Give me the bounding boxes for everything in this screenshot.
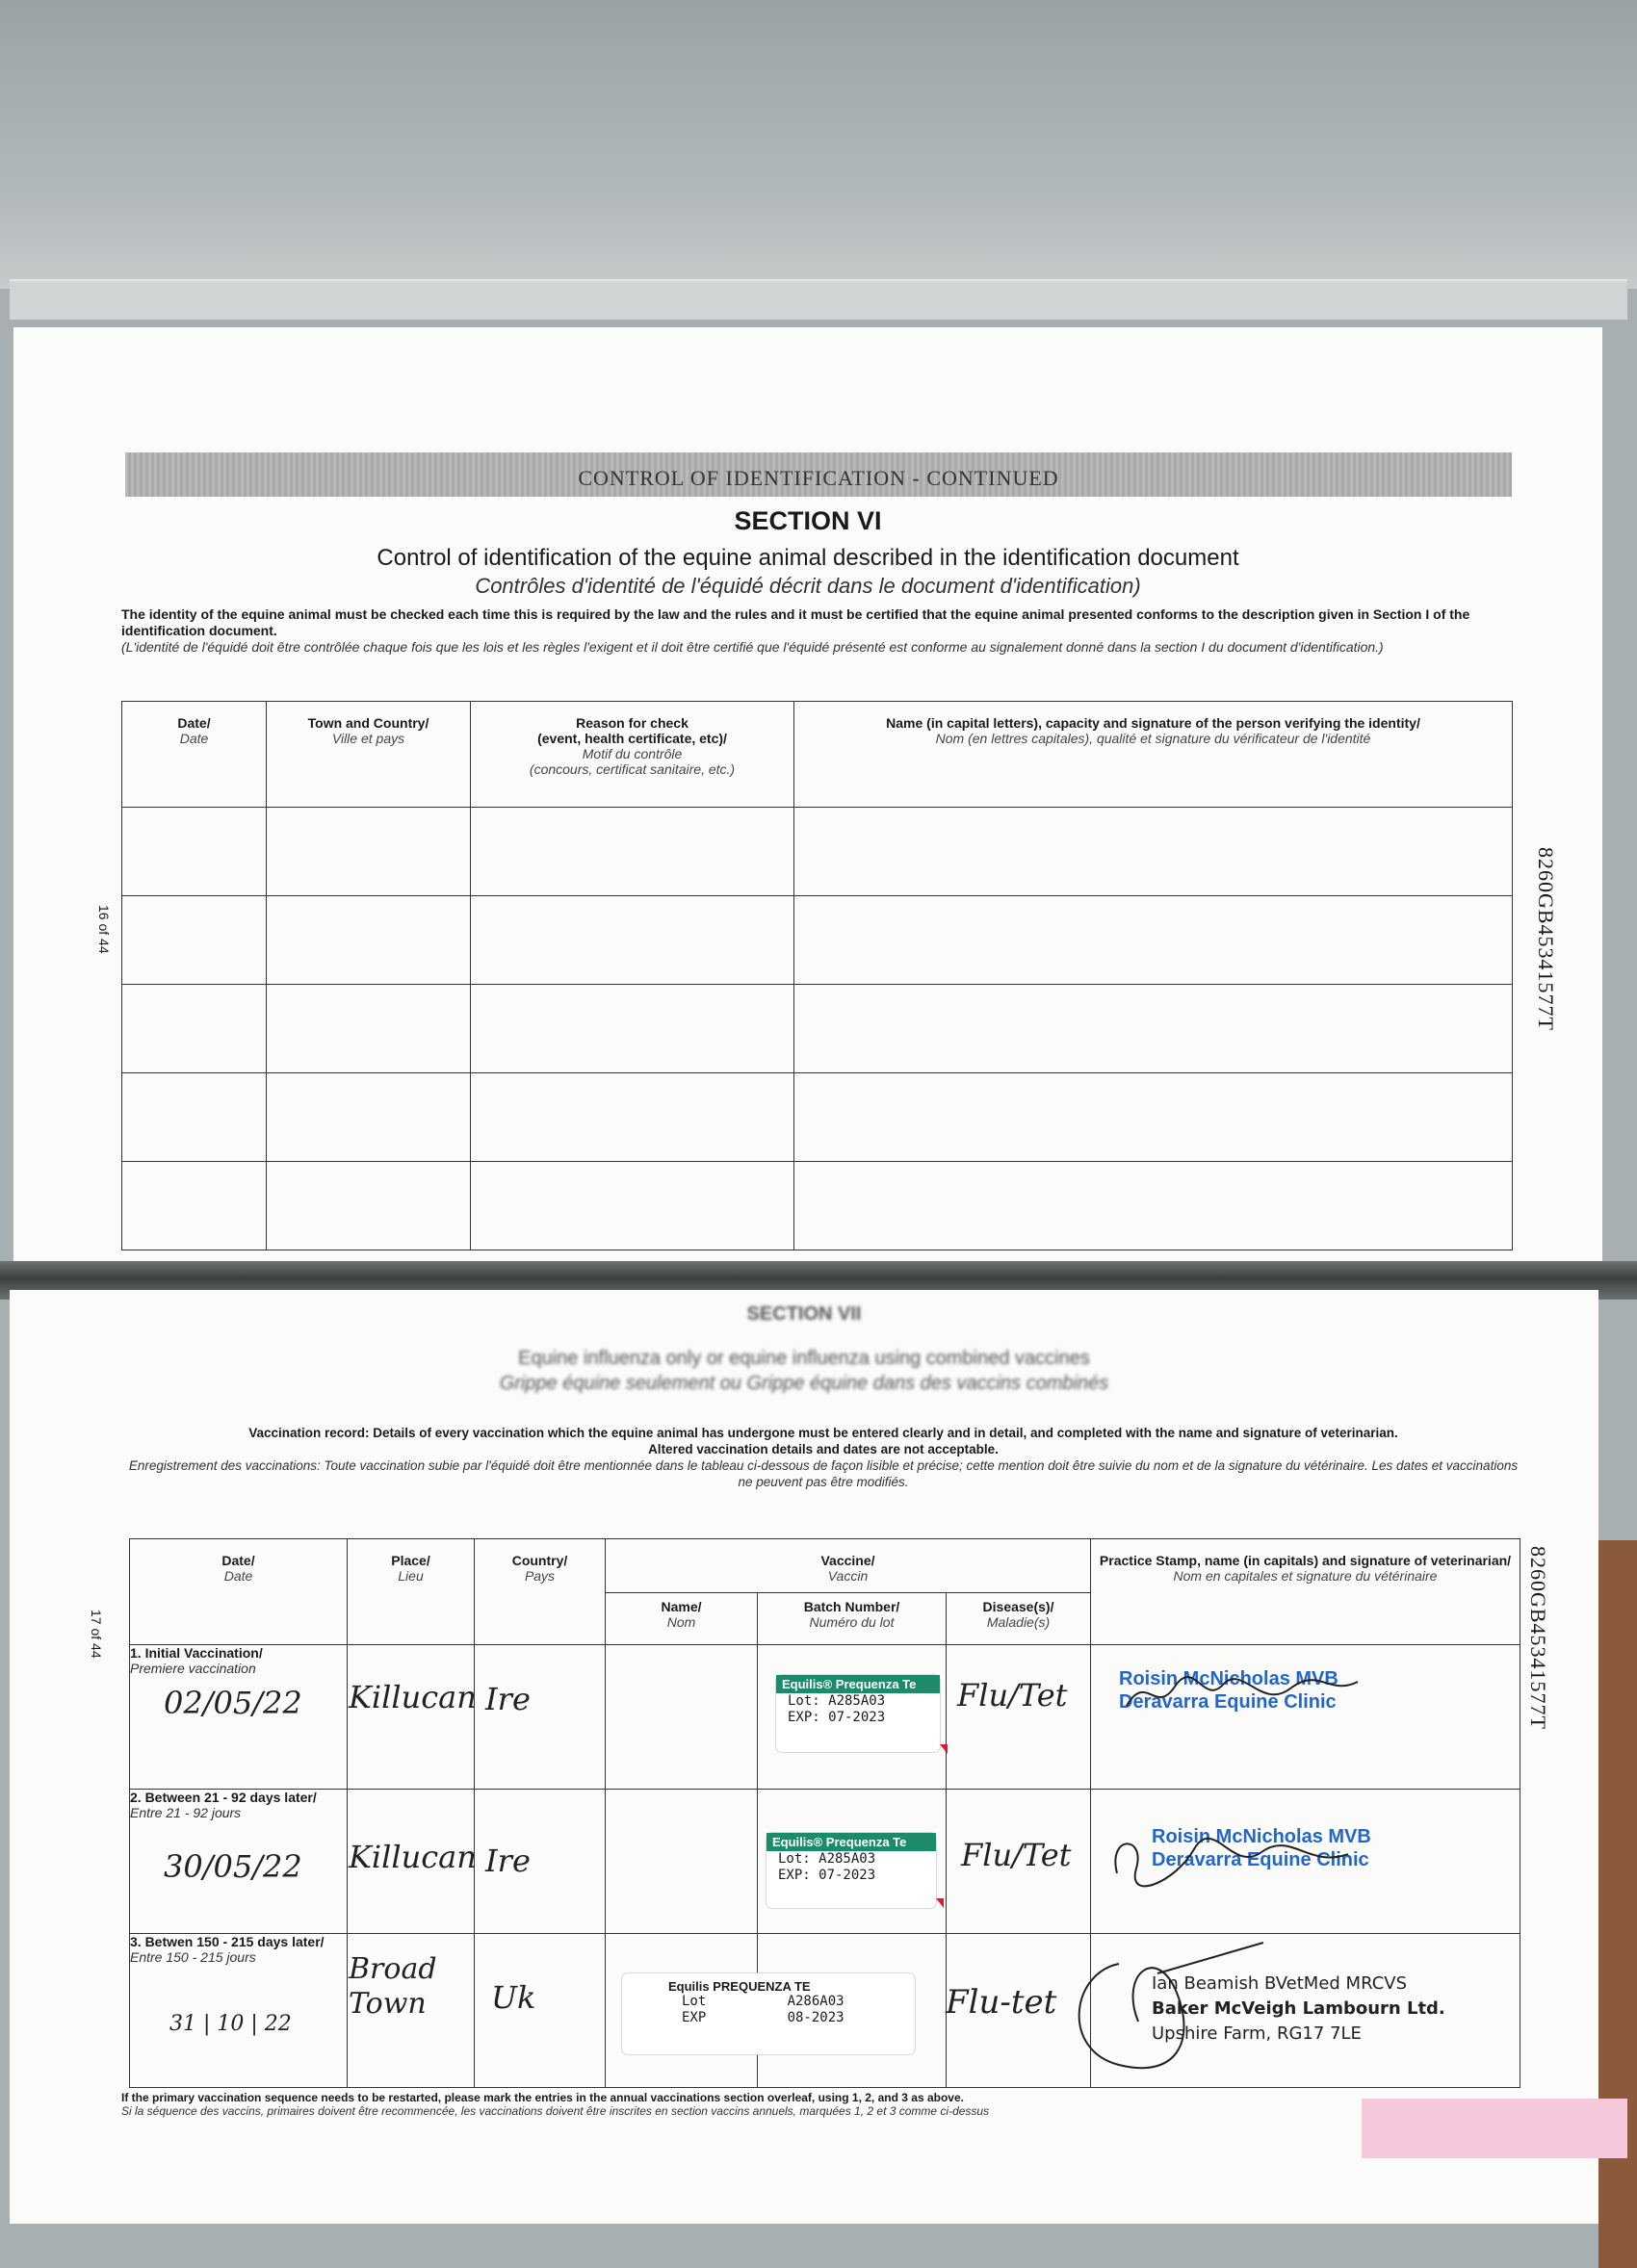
row-3-country: Uk [491,1979,536,2016]
page-16 [13,327,1602,1280]
stamp-vet-name: Ian Beamish BVetMed MRCVS [1152,1973,1408,1994]
row-label-2: 2. Between 21 - 92 days later/ Entre 21 - 92 jours [130,1790,348,1934]
sticker-brand: Equilis PREQUENZA TE [668,1979,811,1994]
sticker-lot: Lot: A285A03 [788,1693,886,1709]
sticker-lot: Lot A286A03 [682,1994,844,2009]
row-1-batch-sticker [776,1675,940,1752]
stamp-clinic: Deravarra Equine Clinic [1152,1849,1369,1870]
section-vii-heading-fr: Grippe équine seulement ou Grippe équine dans des vaccins combinés [499,1373,1109,1394]
table-header-row [122,702,1513,808]
col-batch-number: Batch Number/ Numéro du lot [758,1593,947,1645]
intro-en: The identity of the equine animal must be checked each time this is required by the law and the rules and it must be certified that the equine animal presented conforms to the description given in Section I of the identification document. [121,606,1470,638]
page-number-17: 17 of 44 [89,1610,104,1659]
sticker-exp: EXP: 07-2023 [778,1868,876,1883]
sticker-tab-icon [940,1744,948,1754]
sticker-tab-icon [936,1898,944,1908]
stamp-vet-name: Roisin McNicholas MVB [1119,1668,1338,1689]
row-3-batch-sticker [622,1973,915,2054]
section-vi-intro [121,606,1508,656]
row-2-date: 30/05/22 [164,1848,302,1885]
col-town-country: Town and Country/ Ville et pays [267,702,471,808]
page-17 [10,1290,1598,2224]
row-2-place: Killucan [349,1839,477,1875]
table-row [122,896,1513,985]
row-3-disease: Flu-tet [946,1983,1057,2022]
pink-tab [1362,2099,1627,2158]
row-3-practice-stamp [1152,1972,1445,2047]
passport-cover-edge [1598,1540,1637,2268]
stamp-address: Upshire Farm, RG17 7LE [1152,2023,1362,2044]
stamp-vet-name: Roisin McNicholas MVB [1152,1826,1371,1847]
col-country: Country/ Pays [475,1539,606,1645]
col-vaccine-name: Name/ Nom [606,1593,758,1645]
intro-en-2: Altered vaccination details and dates are not acceptable. [648,1442,999,1456]
passport-sleeve [10,279,1627,320]
section-vii-footnote [121,2091,1373,2118]
col-practice-stamp: Practice Stamp, name (in capitals) and signature of veterinarian/ Nom en capitales et signature du vétérinaire [1091,1539,1520,1645]
sticker-exp: EXP: 07-2023 [788,1710,886,1725]
page-number-16: 16 of 44 [96,905,112,954]
passport-number-16: 8260GB45341577T [1534,847,1558,1031]
row-1-signature-icon [1117,1667,1367,1725]
footnote-fr: Si la séquence des vaccins, primaires doivent être recommencée, les vaccinations doivent être inscrites en section vaccins annuels, marquées 1, 2 et 3 comme ci-dessus [121,2104,990,2118]
row-3-place: Broad Town [349,1952,437,2021]
table-header-row [130,1539,1520,1593]
footnote-en: If the primary vaccination sequence needs to be restarted, please mark the entries in the annual vaccinations section overleaf, using 1, 2, and 3 as above. [121,2091,964,2104]
table-row [122,985,1513,1073]
col-disease: Disease(s)/ Maladie(s) [947,1593,1091,1645]
row-1-date: 02/05/22 [164,1685,302,1721]
row-2-country: Ire [485,1843,531,1879]
section-vii-intro [125,1425,1521,1490]
intro-fr: Enregistrement des vaccinations: Toute vaccination subie par l'équidé doit être mentionnée dans le tableau ci-dessous de façon lisible et précise; cette mention doit être suivie du nom et de la signature du vétérinaire. Les dates et vaccinations ne peuvent pas être modifiés. [128,1458,1519,1489]
sticker-exp: EXP 08-2023 [682,2010,844,2025]
row-2-batch-sticker [767,1833,936,1908]
scanner-background [0,0,1637,289]
col-date: Date/ Date [122,702,267,808]
section-vii-title: SECTION VII [746,1303,862,1325]
sticker-lot: Lot: A285A03 [778,1851,876,1867]
col-date: Date/ Date [130,1539,348,1645]
col-name-signature: Name (in capital letters), capacity and signature of the person verifying the identity/ Nom (en lettres capitales), qualité et signature du vérificateur de l'identité [794,702,1513,808]
table-row [122,1162,1513,1250]
stamp-clinic: Deravarra Equine Clinic [1119,1691,1337,1713]
row-1-country: Ire [485,1681,531,1717]
section-vi-heading-en: Control of identification of the equine animal described in the identification document [377,545,1239,571]
sticker-brand: Equilis® Prequenza Te [776,1675,940,1693]
row-2-disease: Flu/Tet [961,1837,1072,1873]
row-label-3: 3. Betwen 150 - 215 days later/ Entre 150 - 215 jours [130,1934,348,2088]
identity-check-table [121,701,1513,1250]
row-label-1: 1. Initial Vaccination/ Premiere vaccination [130,1645,348,1790]
row-1-place: Killucan [349,1679,477,1715]
col-vaccine: Vaccine/ Vaccin [606,1539,1091,1593]
intro-fr: (L'identité de l'équidé doit être contrôlée chaque fois que les lois et les règles l'exigent et il doit être certifié que l'équidé présenté est conforme au signalement donné dans la section I du document d'identification.) [121,639,1384,655]
row-2-signature-icon [1098,1825,1387,1893]
row-3-date: 31 | 10 | 22 [169,2012,292,2036]
col-place: Place/ Lieu [348,1539,475,1645]
table-row [122,1073,1513,1162]
passport-number-17: 8260GB45341577T [1526,1546,1550,1730]
section-banner: CONTROL OF IDENTIFICATION - CONTINUED [125,452,1512,497]
section-vi-heading-fr: Contrôles d'identité de l'équidé décrit dans le document d'identification) [475,574,1141,598]
col-reason: Reason for check (event, health certificate, etc)/ Motif du contrôle (concours, certificat sanitaire, etc.) [471,702,794,808]
table-row [122,808,1513,896]
intro-en: Vaccination record: Details of every vaccination which the equine animal has undergone must be entered clearly and in detail, and completed with the name and signature of veterinarian. [248,1426,1398,1440]
section-vii-heading-en: Equine influenza only or equine influenza using combined vaccines [518,1348,1090,1369]
stamp-practice: Baker McVeigh Lambourn Ltd. [1152,1998,1445,2019]
section-vi-title: SECTION VI [734,506,882,535]
sticker-brand: Equilis® Prequenza Te [767,1833,936,1851]
row-1-disease: Flu/Tet [957,1677,1068,1714]
